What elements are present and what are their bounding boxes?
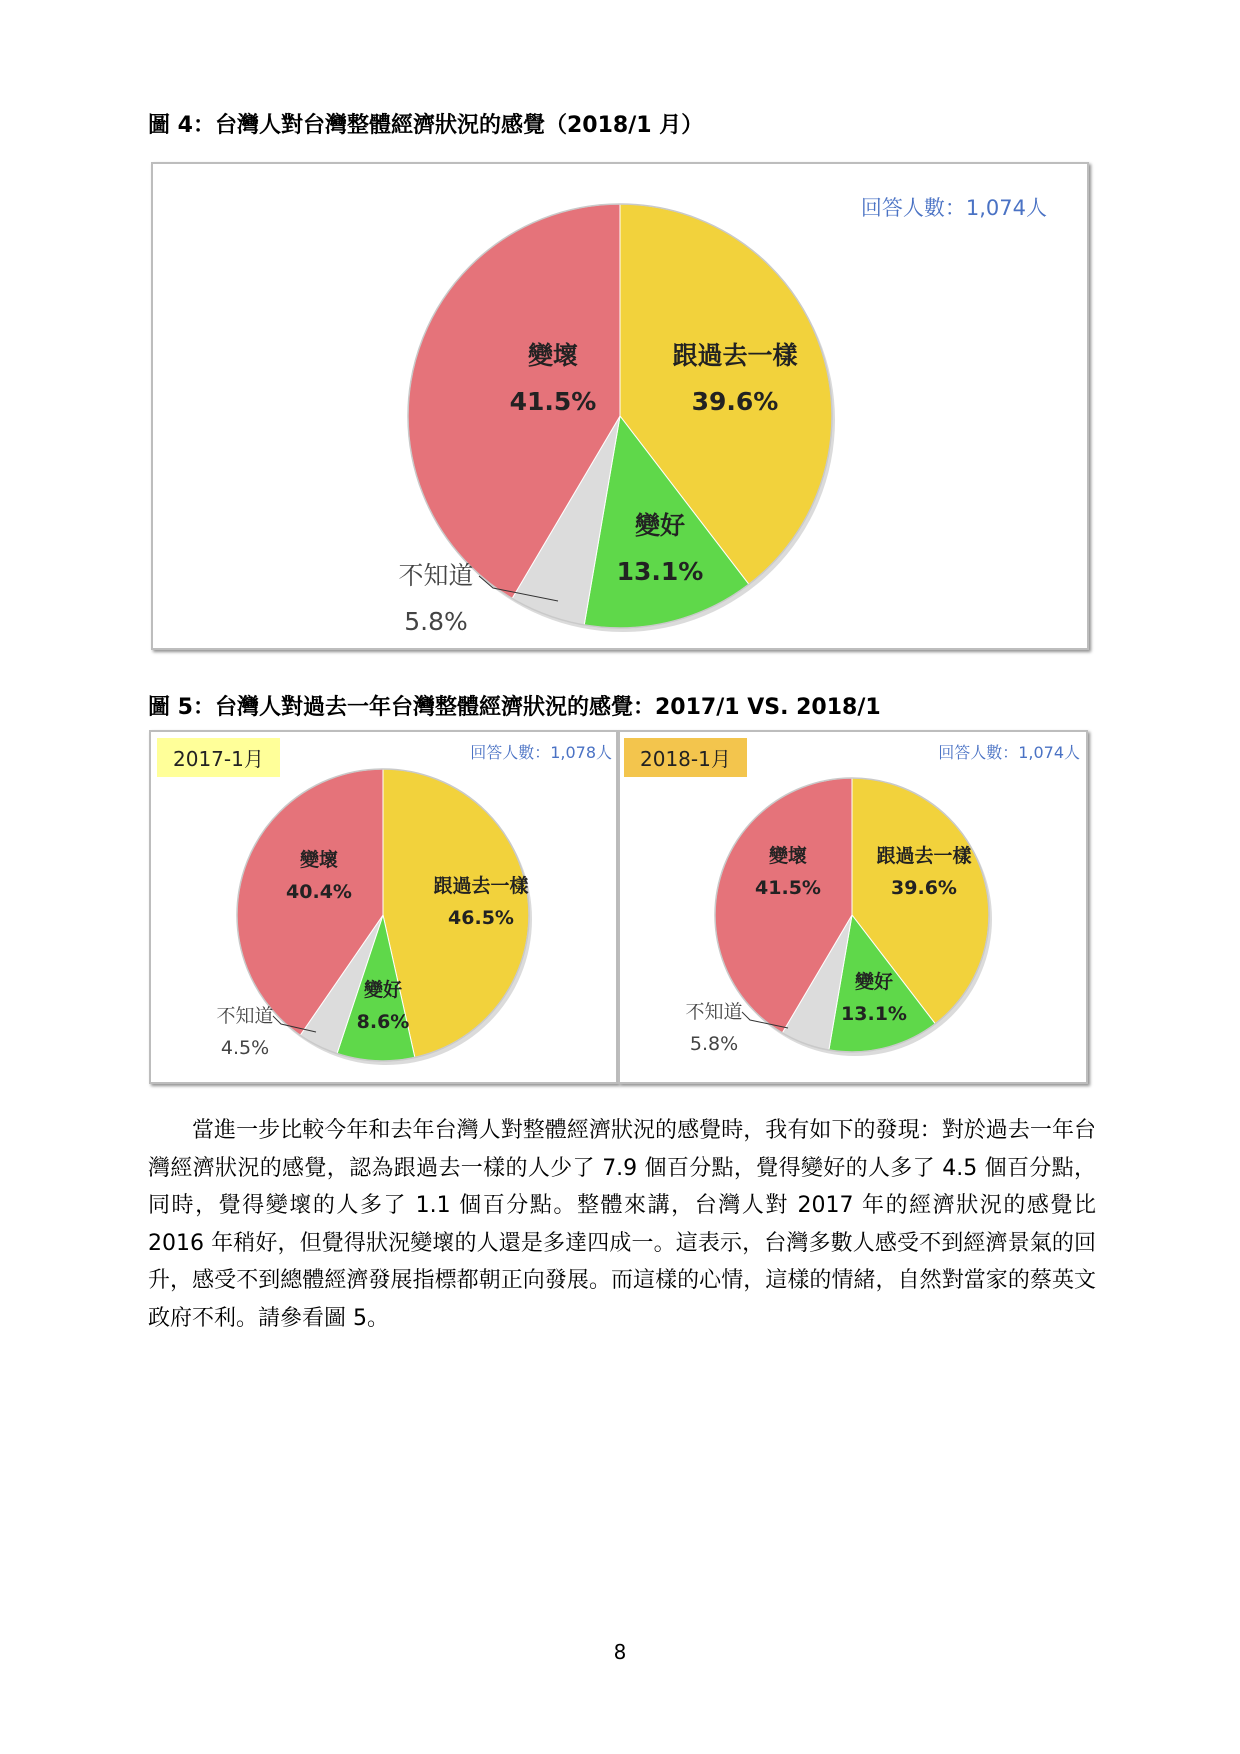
- figure-5-panel-2018: [618, 730, 1088, 1084]
- slice-value-same: 39.6%: [891, 877, 957, 899]
- respondent-count-2017: 回答人數：1,078人: [470, 743, 612, 762]
- figure-4-panel: [151, 162, 1089, 650]
- slice-value-worse: 40.4%: [286, 881, 352, 903]
- slice-label-same: 跟過去一樣: [672, 341, 798, 370]
- slice-value-better: 13.1%: [841, 1003, 907, 1025]
- slice-value-worse: 41.5%: [755, 877, 821, 899]
- slice-label-better: 變好: [634, 511, 686, 540]
- year-label-2018: 2018-1月: [624, 738, 747, 777]
- slice-label-worse: 變壞: [299, 849, 339, 871]
- slice-value-better: 13.1%: [616, 557, 704, 586]
- figure-5-panel-2017: [149, 730, 618, 1084]
- slice-label-better: 變好: [854, 971, 894, 993]
- respondent-count: 回答人數：1,074人: [860, 196, 1047, 220]
- figure-5-pie-chart-2018: [620, 732, 1086, 1082]
- slice-label-worse: 變壞: [527, 341, 579, 370]
- slice-label-unknown: 不知道: [398, 561, 474, 590]
- year-label-2017: 2017-1月: [157, 738, 280, 777]
- figure-4-caption: 圖 4：台灣人對台灣整體經濟狀況的感覺（2018/1 月）: [148, 113, 704, 138]
- slice-value-unknown: 5.8%: [404, 607, 468, 636]
- slice-value-worse: 41.5%: [509, 387, 597, 416]
- slice-value-better: 8.6%: [356, 1011, 410, 1033]
- figure-5-pie-chart-2017: [151, 732, 616, 1082]
- slice-value-unknown: 5.8%: [689, 1033, 739, 1055]
- slice-label-same: 跟過去一樣: [433, 875, 529, 897]
- slice-value-same: 39.6%: [691, 387, 779, 416]
- slice-label-same: 跟過去一樣: [876, 845, 972, 867]
- slice-label-worse: 變壞: [768, 845, 808, 867]
- slice-value-unknown: 4.5%: [220, 1037, 270, 1059]
- body-paragraph: 當進一步比較今年和去年台灣人對整體經濟狀況的感覺時，我有如下的發現：對於過去一年台灣經濟狀況的感覺，認為跟過去一樣的人少了 7.9 個百分點，覺得變好的人多了 4.5 個百分點，同時，覺得變壞的人多了 1.1 個百分點。整體來講，台灣人對 2017 年的經濟狀況的感覺比 2016 年稍好，但覺得狀況變壞的人還是多達四成一。這表示，台灣多數人感受不到經濟景氣的回升，感受不到總體經濟發展指標都朝正向發展。而這樣的心情，這樣的情緒，自然對當家的蔡英文政府不利。請參看圖 5。: [148, 1118, 1096, 1331]
- respondent-count-2018: 回答人數：1,074人: [938, 743, 1080, 762]
- figure-4-pie-chart: [153, 164, 1087, 648]
- slice-label-better: 變好: [363, 979, 403, 1001]
- figure-5-caption: 圖 5：台灣人對過去一年台灣整體經濟狀況的感覺：2017/1 VS. 2018/1: [148, 695, 881, 720]
- slice-value-same: 46.5%: [448, 907, 514, 929]
- slice-label-unknown: 不知道: [685, 1001, 743, 1023]
- page-number: 8: [613, 1640, 627, 1664]
- slice-label-unknown: 不知道: [216, 1005, 274, 1027]
